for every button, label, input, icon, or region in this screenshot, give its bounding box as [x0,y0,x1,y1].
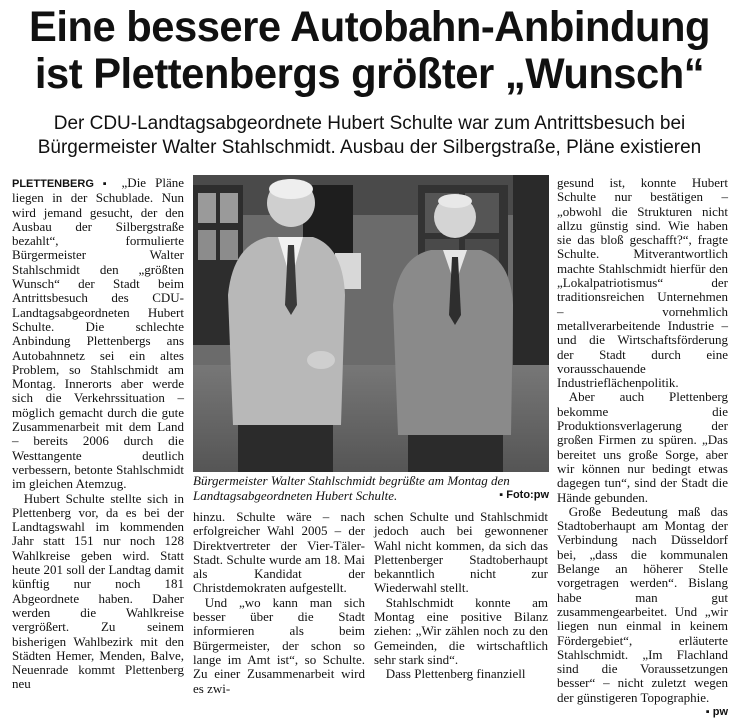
article-column-2 [193,510,365,696]
headline-line-2: ist Plettenbergs größter „Wunsch“ [34,50,705,98]
article-paragraph: Und „wo kann man sich besser über die Stadt informieren als beim Bürgermeister, der schon so lange im Amt ist“, so Schulte. Zu einer Zusammenarbeit wird es zwi- [193,594,365,696]
article-paragraph: Dass Plettenberg finanziell [385,666,526,682]
article-paragraph: Aber auch Plettenberg bekomme die Produktionsverlagerung der großen Firmen zu spüren. „Das bereitet uns große Sorge, aber wir können nur bedingt etwas dagegen tun“, sind der Stadt die Hände gebunden. [557,389,728,505]
article-column-1 [12,176,184,692]
photo-caption [193,473,549,503]
article-paragraph [12,176,184,492]
paragraph-text: „Die Pläne liegen in der Schublade. Nun wird jemand gesucht, der den Ausbau der Silbergstraße bezahlt“, formulierte Bürgermeister Walter Stahlschmidt den „größten Wunsch“ der Stadt beim Antrittsbesuch des CDU-Landtagsabgeordneten Hubert Schulte. Die schlechte Anbindung Plettenbergs ans Autobahnnetz sei ein altes Problem, so Stahlschmidt am Montag. Innerorts aber werde sich die Verkehrssituation – möglich gemacht durch die gute Zusammenarbeit mit dem Land – bereits 2006 durch die Westtangente deutlich verbessern, betonte Stahlschmidt im gleichen Atemzug. [12,175,185,492]
paragraph-text: Große Bedeutung maß das Stadtoberhaupt am Montag der Verbindung nach Düsseldorf bei, „dass die kommunalen Belange an höherer Stelle vorgetragen werden“. Bislang habe man gut zusammengearbeitet. Und „wir liegen nun einmal in keinem Fördergebiet“, erläuterte Stahlschmidt. „Im Flachland sind die Voraussetzungen besser“ – nicht zuletzt wegen der günstigeren Topographie. [557,503,728,705]
subheadline-line-2: Bürgermeister Walter Stahlschmidt. Ausbau der Silbergstraße, Pläne existieren [37,137,702,158]
article-paragraph: schen Schulte und Stahlschmidt jedoch auch bei gewonnener Wahl nicht kommen, da sich das Plettenberger Stadtoberhaupt bekanntlich nicht zur Wiederwahl stellt. [374,509,548,596]
article-paragraph [557,503,728,718]
article-paragraph: Hubert Schulte stellte sich in Plettenberg vor, da es bei der Landtagswahl im kommenden Jahr statt 151 nur noch 128 Wahlkreise geben wird. Statt heute 201 soll der Landtag damit künftig nur noch 181 Abgeordnete haben. Daher werden die Wahlkreise vergrößert. Zu seinem bisherigen Wahlbezirk mit den Städten Hemer, Menden, Balve, Neuenrade kommt Plettenberg neu [12,490,184,692]
photo-credit: ▪ Foto:pw [499,489,549,501]
article-paragraph: hinzu. Schulte wäre – nach erfolgreicher Wahl 2005 – der Direktvertreter der Vier-Täler-Stadt. Schulte wurde am 18. Mai als Kandidat der Christdemokraten aufgestellt. [193,509,365,596]
subheadline-line-1: Der CDU-Landtagsabgeordnete Hubert Schulte war zum Antrittsbesuch bei [53,113,686,134]
dateline: PLETTENBERG ▪ [12,178,113,190]
article-paragraph: gesund ist, konnte Hubert Schulte nur bestätigen – „obwohl die Strukturen nicht allzu günstig sind. Wie haben sie das bloß geschafft?“, fragte Schulte. Mitverantwortlich machte Stahlschmidt hierfür den „Lokalpatriotismus“ der traditionsreichen Unternehmen – vornehmlich metallverarbeitende Industrie – und die Wirtschaftsförderung der Stadt durch eine vorausschauende Industrieflächenpolitik. [557,175,728,391]
article-column-3 [374,510,548,682]
article-paragraph: Stahlschmidt konnte am Montag eine positive Bilanz ziehen: „Wir zählen noch zu den Gemeinden, die wirtschaftlich sehr stark sind“. [374,594,548,667]
headline-line-1: Eine bessere Autobahn-Anbindung [29,3,710,51]
caption-text: Bürgermeister Walter Stahlschmidt begrüßte am Montag den Landtagsabgeordneten Hubert Schulte. [193,473,510,503]
article-column-4 [557,176,728,719]
article-photo [193,175,549,472]
photo-illustration [193,175,549,472]
author-signature: ▪ pw [705,705,728,718]
